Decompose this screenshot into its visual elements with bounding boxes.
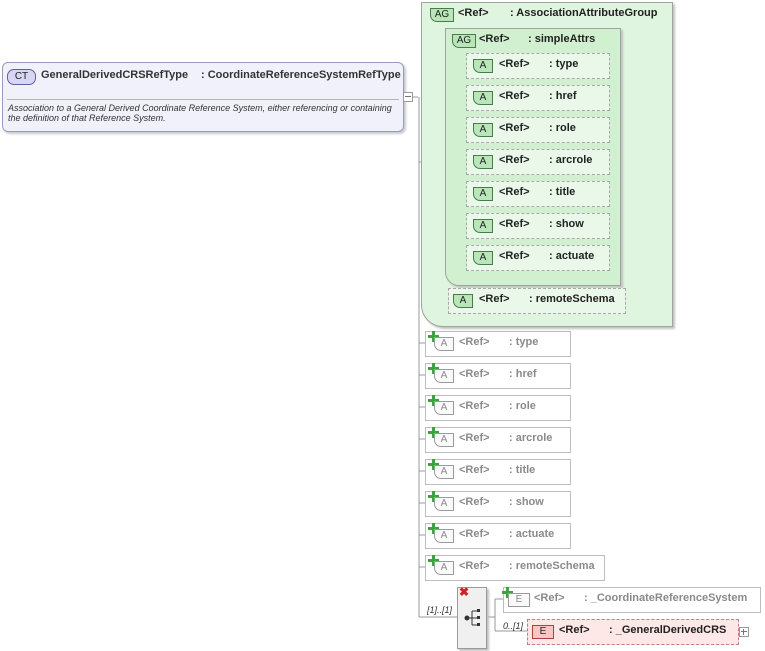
attribute-name: : remoteSchema	[509, 560, 595, 572]
attribute-name: : remoteSchema	[529, 293, 615, 305]
attribute-ref: <Ref>	[479, 293, 510, 305]
complex-type-divider	[7, 99, 399, 100]
attribute-ref: <Ref>	[499, 218, 530, 230]
attribute-icon: A	[473, 123, 493, 137]
attribute-icon: A	[453, 294, 473, 308]
attribute-icon: A	[473, 251, 493, 265]
element-cardinality: 0..[1]	[503, 621, 524, 631]
attribute-ref: <Ref>	[459, 336, 490, 348]
element-name: : _CoordinateReferenceSystem	[584, 592, 748, 604]
attribute-name: : role	[549, 122, 576, 134]
attribute-icon: A	[434, 433, 454, 447]
attribute-group-icon: AG	[430, 8, 454, 22]
attribute-icon: A	[434, 401, 454, 415]
attribute-ref: <Ref>	[499, 186, 530, 198]
attribute-ref: <Ref>	[459, 464, 490, 476]
attribute-name: : role	[509, 400, 536, 412]
attribute-name: : actuate	[509, 528, 555, 540]
attribute-name: : href	[509, 368, 537, 380]
attribute-ref: <Ref>	[459, 496, 490, 508]
attribute-ref: <Ref>	[459, 528, 490, 540]
complex-type-documentation: Association to a General Derived Coordinate Reference System, either referencing or containing the definition of that Reference System.	[8, 103, 392, 123]
simple-attrs-name: : simpleAttrs	[528, 33, 596, 45]
attribute-name: : arcrole	[549, 154, 593, 166]
attribute-icon: A	[473, 187, 493, 201]
attribute-icon: A	[473, 155, 493, 169]
attribute-name: : title	[509, 464, 536, 476]
attribute-ref: <Ref>	[499, 250, 530, 262]
attribute-icon: A	[434, 529, 454, 543]
element-name: : _GeneralDerivedCRS	[609, 624, 727, 636]
element-ref: <Ref>	[559, 624, 590, 636]
association-group-name: : AssociationAttributeGroup	[510, 7, 658, 19]
complex-type-box[interactable]	[2, 62, 404, 132]
attribute-ref: <Ref>	[499, 122, 530, 134]
attribute-ref: <Ref>	[499, 58, 530, 70]
association-group-ref: <Ref>	[458, 7, 489, 19]
attribute-icon: A	[473, 219, 493, 233]
attribute-icon: A	[434, 465, 454, 479]
attribute-name: : title	[549, 186, 576, 198]
attribute-name: : href	[549, 90, 577, 102]
element-icon: E	[532, 625, 554, 639]
element-icon: E	[508, 593, 530, 607]
attribute-name: : show	[549, 218, 584, 230]
attribute-name: : show	[509, 496, 544, 508]
attribute-ref: <Ref>	[459, 400, 490, 412]
collapse-icon[interactable]	[403, 92, 413, 102]
attribute-name: : type	[509, 336, 539, 348]
attribute-icon: A	[434, 497, 454, 511]
attribute-icon: A	[434, 561, 454, 575]
attribute-ref: <Ref>	[499, 90, 530, 102]
complex-type-icon: CT	[7, 69, 36, 85]
attribute-ref: <Ref>	[459, 432, 490, 444]
attribute-name: : arcrole	[509, 432, 553, 444]
attribute-ref: <Ref>	[499, 154, 530, 166]
attribute-icon: A	[473, 91, 493, 105]
attribute-name: : actuate	[549, 250, 595, 262]
attribute-icon: A	[434, 369, 454, 383]
attribute-name: : type	[549, 58, 579, 70]
attribute-group-icon: AG	[452, 34, 476, 48]
attribute-ref: <Ref>	[459, 560, 490, 572]
complex-type-name: GeneralDerivedCRSRefType	[41, 69, 189, 81]
attribute-icon: A	[473, 59, 493, 73]
expand-icon[interactable]	[739, 627, 749, 637]
attribute-ref: <Ref>	[459, 368, 490, 380]
complex-type-base: : CoordinateReferenceSystemRefType	[201, 69, 401, 81]
attribute-icon: A	[434, 337, 454, 351]
simple-attrs-ref: <Ref>	[479, 33, 510, 45]
sequence-cardinality: [1]..[1]	[427, 605, 453, 615]
element-ref: <Ref>	[534, 592, 565, 604]
close-icon[interactable]: ✖	[459, 585, 470, 599]
